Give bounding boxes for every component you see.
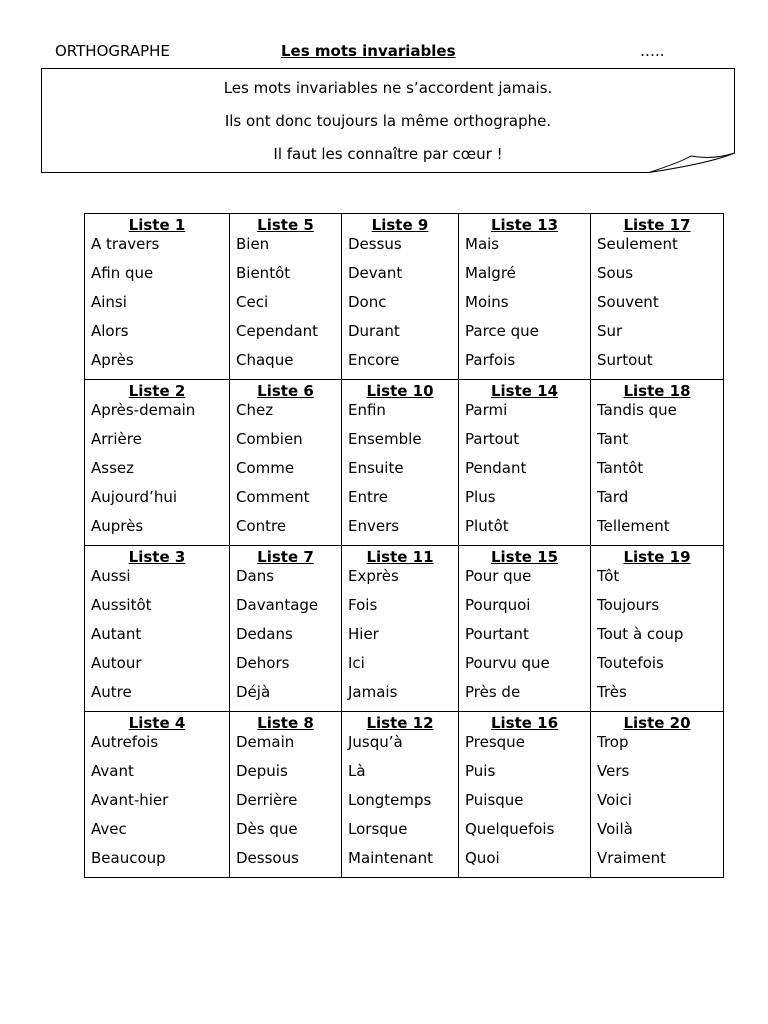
list-word: Toujours: [597, 596, 660, 614]
list-word: Dehors: [236, 654, 290, 672]
table-row: [85, 712, 724, 878]
list-word: Tôt: [597, 567, 620, 585]
list-title: Liste 11: [366, 548, 434, 566]
table-row: [85, 380, 724, 546]
list-title: Liste 14: [490, 382, 559, 400]
list-word: Tandis que: [597, 401, 677, 419]
list-word: Ensemble: [348, 430, 422, 448]
list-word: Presque: [465, 733, 525, 751]
list-word: Ceci: [236, 293, 269, 311]
list-word: Plus: [465, 488, 496, 506]
list-word: Aussitôt: [91, 596, 152, 614]
list-word: Parfois: [465, 351, 516, 369]
list-cell: [459, 712, 591, 878]
list-word: Pourquoi: [465, 596, 531, 614]
list-word: Tellement: [597, 517, 670, 535]
list-word: Combien: [236, 430, 303, 448]
list-title: Liste 12: [366, 714, 434, 732]
list-word: Afin que: [91, 264, 154, 282]
list-word: Comment: [236, 488, 310, 506]
list-word: Tard: [597, 488, 629, 506]
list-title: Liste 20: [623, 714, 691, 732]
list-word: Puisque: [465, 791, 524, 809]
list-word: Partout: [465, 430, 520, 448]
list-title: Liste 8: [257, 714, 314, 732]
list-title: Liste 3: [128, 548, 186, 566]
list-word: Arrière: [91, 430, 142, 448]
list-word: Contre: [236, 517, 287, 535]
list-word: Aussi: [91, 567, 131, 585]
list-word: Durant: [348, 322, 400, 340]
list-word: Sous: [597, 264, 634, 282]
list-word: Très: [597, 683, 627, 701]
list-cell: [342, 546, 459, 712]
list-title: Liste 18: [623, 382, 691, 400]
list-word: Davantage: [236, 596, 319, 614]
list-cell: [85, 546, 230, 712]
list-word: Autant: [91, 625, 142, 643]
list-word: Fois: [348, 596, 378, 614]
list-word: Lorsque: [348, 820, 408, 838]
list-cell: [591, 380, 724, 546]
list-cell: [342, 712, 459, 878]
list-title: Liste 10: [366, 382, 434, 400]
list-word: Encore: [348, 351, 400, 369]
list-word: Déjà: [236, 683, 271, 701]
list-word: Dessous: [236, 849, 299, 867]
list-word: Hier: [348, 625, 379, 643]
list-cell: [230, 380, 342, 546]
list-word: Après: [91, 351, 134, 369]
list-word: Ainsi: [91, 293, 127, 311]
list-word: Dedans: [236, 625, 293, 643]
list-cell: [85, 380, 230, 546]
list-word: Quelquefois: [465, 820, 555, 838]
page-title: Les mots invariables: [281, 42, 456, 60]
list-word: Plutôt: [465, 517, 509, 535]
list-word: Voici: [597, 791, 632, 809]
list-cell: [230, 214, 342, 380]
list-word: Tantôt: [597, 459, 644, 477]
list-word: Demain: [236, 733, 295, 751]
note-line-1: Les mots invariables ne s’accordent jamais.: [223, 79, 553, 97]
page-header: [55, 42, 675, 64]
list-word: Jusqu’à: [348, 733, 403, 751]
list-word: Voilà: [597, 820, 633, 838]
list-word: Souvent: [597, 293, 659, 311]
list-word: Avant-hier: [91, 791, 169, 809]
list-word: Mais: [465, 235, 500, 253]
list-cell: [85, 214, 230, 380]
list-word: Surtout: [597, 351, 653, 369]
list-title: Liste 2: [128, 382, 186, 400]
list-word: Dans: [236, 567, 275, 585]
table-row: [85, 214, 724, 380]
list-word: Aujourd’hui: [91, 488, 177, 506]
list-word: Là: [348, 762, 366, 780]
list-word: Après-demain: [91, 401, 196, 419]
list-word: Autre: [91, 683, 132, 701]
table-row: [85, 546, 724, 712]
list-word: A travers: [91, 235, 160, 253]
list-word: Exprès: [348, 567, 399, 585]
list-word: Envers: [348, 517, 400, 535]
list-cell: [591, 712, 724, 878]
list-word: Jamais: [348, 683, 398, 701]
list-cell: [342, 214, 459, 380]
list-word: Entre: [348, 488, 388, 506]
note-line-3: Il faut les connaître par cœur !: [273, 145, 503, 163]
list-word: Dès que: [236, 820, 298, 838]
list-title: Liste 16: [490, 714, 559, 732]
list-word: Parce que: [465, 322, 539, 340]
list-word: Auprès: [91, 517, 144, 535]
list-title: Liste 1: [128, 216, 186, 234]
list-word: Longtemps: [348, 791, 432, 809]
list-word: Assez: [91, 459, 134, 477]
list-word: Sur: [597, 322, 623, 340]
list-word: Comme: [236, 459, 295, 477]
note-line-2: Ils ont donc toujours la même orthographe.: [224, 112, 552, 130]
list-word: Pendant: [465, 459, 527, 477]
list-title: Liste 15: [490, 548, 559, 566]
list-cell: [591, 546, 724, 712]
rule-note-box: [41, 68, 735, 173]
list-word: Ici: [348, 654, 365, 672]
list-title: Liste 17: [623, 216, 691, 234]
list-word: Avant: [91, 762, 134, 780]
list-word: Depuis: [236, 762, 288, 780]
list-word: Bientôt: [236, 264, 291, 282]
list-cell: [591, 214, 724, 380]
list-word: Chez: [236, 401, 274, 419]
list-word: Maintenant: [348, 849, 434, 867]
list-cell: [459, 214, 591, 380]
list-word: Seulement: [597, 235, 678, 253]
list-word: Donc: [348, 293, 387, 311]
subject-label: ORTHOGRAPHE: [55, 42, 170, 60]
list-word: Autrefois: [91, 733, 159, 751]
list-word: Près de: [465, 683, 521, 701]
list-cell: [230, 546, 342, 712]
list-cell: [85, 712, 230, 878]
list-word: Trop: [597, 733, 629, 751]
list-title: Liste 19: [623, 548, 691, 566]
word-lists-table: [84, 213, 724, 878]
list-word: Chaque: [236, 351, 294, 369]
list-word: Quoi: [465, 849, 500, 867]
list-word: Ensuite: [348, 459, 404, 477]
list-title: Liste 13: [490, 216, 559, 234]
list-word: Tant: [597, 430, 629, 448]
list-word: Autour: [91, 654, 142, 672]
list-word: Avec: [91, 820, 127, 838]
list-word: Pourvu que: [465, 654, 550, 672]
list-word: Bien: [236, 235, 270, 253]
list-title: Liste 5: [257, 216, 314, 234]
list-word: Pourtant: [465, 625, 529, 643]
list-word: Devant: [348, 264, 403, 282]
list-cell: [230, 712, 342, 878]
list-word: Enfin: [348, 401, 386, 419]
name-placeholder-dots: …..: [640, 42, 665, 60]
list-title: Liste 7: [257, 548, 314, 566]
list-word: Vraiment: [597, 849, 667, 867]
list-word: Moins: [465, 293, 509, 311]
list-word: Toutefois: [597, 654, 664, 672]
list-title: Liste 9: [371, 216, 429, 234]
list-word: Alors: [91, 322, 129, 340]
list-title: Liste 6: [257, 382, 314, 400]
list-cell: [459, 380, 591, 546]
list-word: Cependant: [236, 322, 319, 340]
list-word: Puis: [465, 762, 496, 780]
list-word: Beaucoup: [91, 849, 166, 867]
list-title: Liste 4: [128, 714, 186, 732]
list-word: Malgré: [465, 264, 516, 282]
list-word: Vers: [597, 762, 630, 780]
list-word: Pour que: [465, 567, 532, 585]
list-word: Parmi: [465, 401, 508, 419]
list-cell: [342, 380, 459, 546]
list-word: Derrière: [236, 791, 298, 809]
list-word: Tout à coup: [597, 625, 684, 643]
list-cell: [459, 546, 591, 712]
list-word: Dessus: [348, 235, 402, 253]
